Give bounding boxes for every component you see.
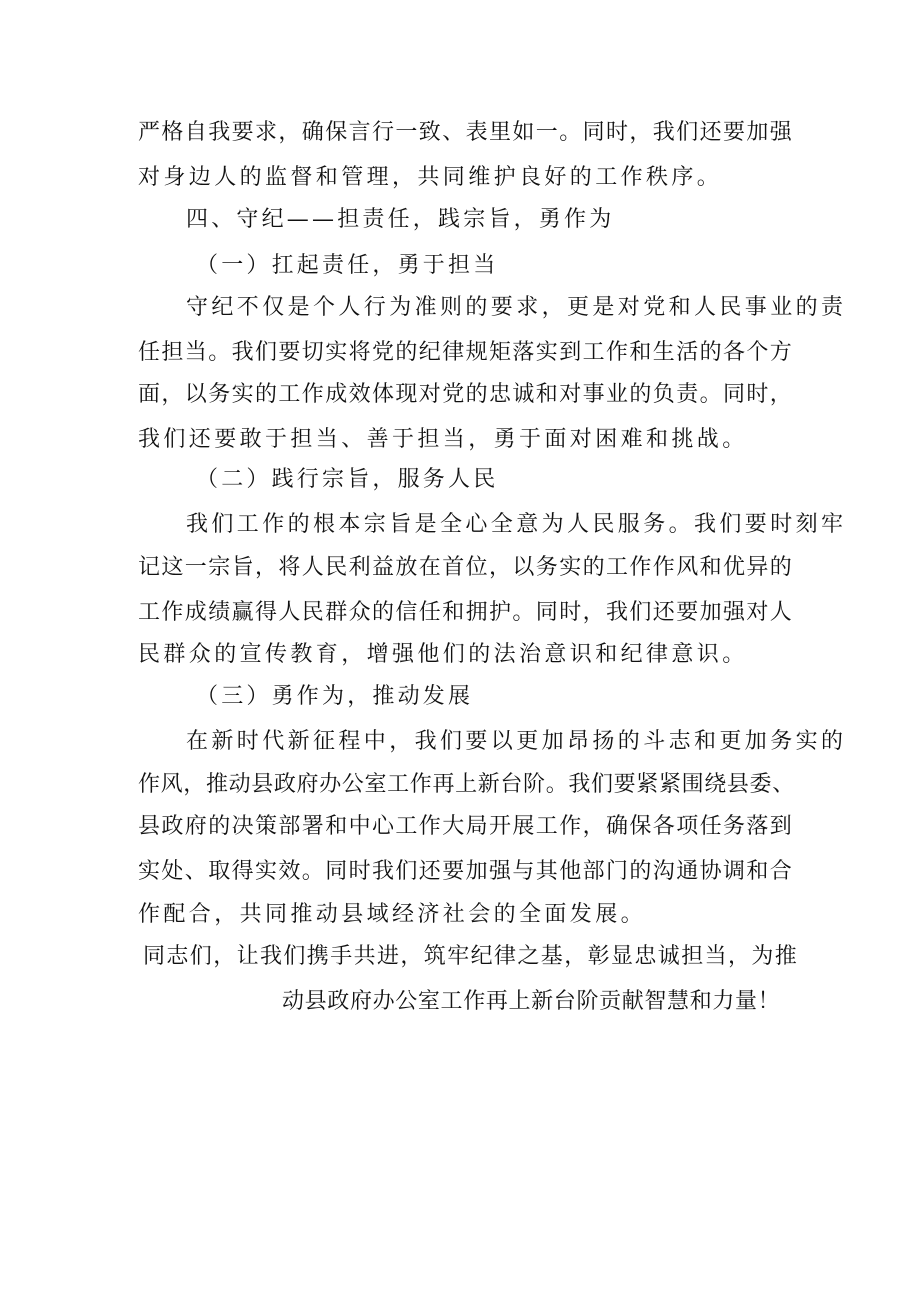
paragraph-line: 严格自我要求，确保言行一致、表里如一。同时，我们还要加强: [138, 120, 794, 145]
subsection-heading: （三）勇作为，推动发展: [196, 684, 474, 709]
subsection-heading: （二）践行宗旨，服务人民: [196, 467, 499, 492]
paragraph-line: 在新时代新征程中，我们要以更加昂扬的斗志和更加务实的: [186, 729, 847, 754]
paragraph-line: 县政府的决策部署和中心工作大局开展工作，确保各项任务落到: [138, 814, 794, 839]
paragraph-line: 我们工作的根本宗旨是全心全意为人民服务。我们要时刻牢: [186, 512, 847, 537]
paragraph-line: 任担当。我们要切实将党的纪律规矩落实到工作和生活的各个方: [138, 340, 794, 365]
closing-line: 动县政府办公室工作再上新台阶贡献智慧和力量！: [282, 989, 781, 1014]
paragraph-line: 对身边人的监督和管理，共同维护良好的工作秩序。: [138, 165, 723, 190]
paragraph-line: 作配合，共同推动县域经济社会的全面发展。: [138, 902, 647, 927]
paragraph-line: 守纪不仅是个人行为准则的要求，更是对党和人民事业的责: [186, 295, 847, 320]
paragraph-line: 记这一宗旨，将人民利益放在首位，以务实的工作作风和优异的: [138, 555, 794, 580]
paragraph-line: 工作成绩赢得人民群众的信任和拥护。同时，我们还要加强对人: [138, 600, 794, 625]
section-heading: 四、守纪——担责任，践宗旨，勇作为: [186, 207, 615, 232]
paragraph-line: 实处、取得实效。同时我们还要加强与其他部门的沟通协调和合: [138, 859, 794, 884]
paragraph-line: 面，以务实的工作成效体现对党的忠诚和对事业的负责。同时，: [138, 382, 794, 407]
paragraph-line: 我们还要敢于担当、善于担当，勇于面对困难和挑战。: [138, 427, 748, 452]
paragraph-line: 民群众的宣传教育，增强他们的法治意识和纪律意识。: [138, 642, 748, 667]
subsection-heading: （一）扛起责任，勇于担当: [196, 253, 499, 278]
closing-line: 同志们，让我们携手共进，筑牢纪律之基，彰显忠诚担当，为推: [143, 944, 799, 969]
paragraph-line: 作风，推动县政府办公室工作再上新台阶。我们要紧紧围绕县委、: [138, 772, 795, 797]
